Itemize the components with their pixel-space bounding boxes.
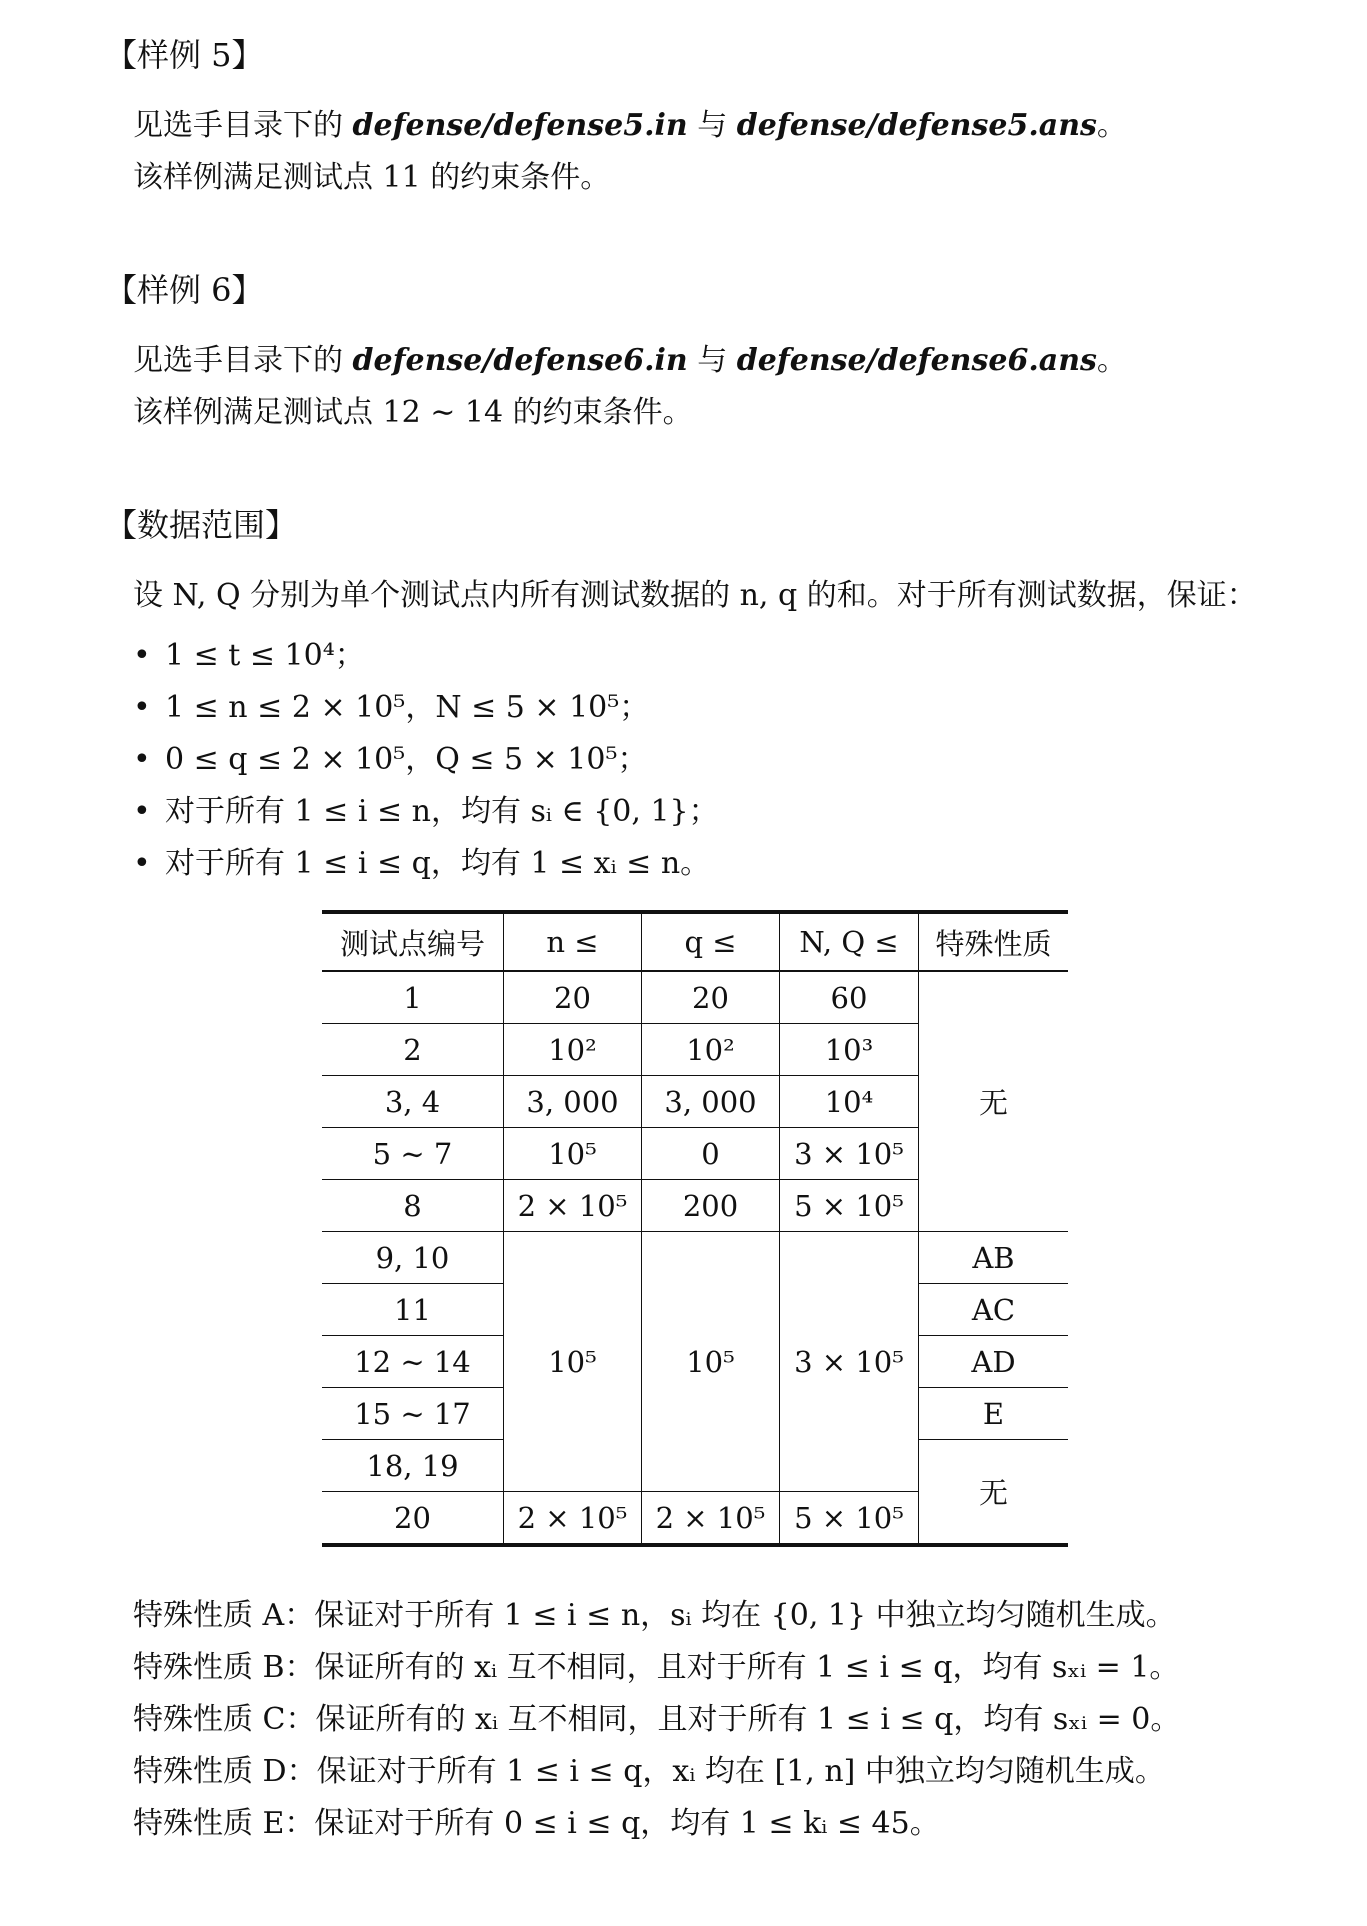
range-intro: 设 N, Q 分别为单个测试点内所有测试数据的 n, q 的和。对于所有测试数据，保证： [133, 578, 1257, 613]
table-cell: 10² [642, 1024, 780, 1076]
table-cell: 10³ [780, 1024, 919, 1076]
table-row [322, 1232, 1068, 1284]
table-cell: 10² [504, 1024, 642, 1076]
sample5-line1-end: 。 [1096, 108, 1127, 143]
table-cell: 2 × 10⁵ [504, 1492, 642, 1546]
sample5-line1-mid: 与 [687, 108, 737, 143]
sample6-line2: 该样例满足测试点 12 ∼ 14 的约束条件。 [133, 395, 693, 430]
sample6-line1-mid: 与 [687, 343, 737, 378]
constraints-table [322, 910, 1068, 1547]
range-bullet-text: 1 ≤ t ≤ 10⁴； [165, 638, 365, 673]
sample5-line1 [133, 100, 1127, 152]
table-cell-merged-property: 无 [919, 1440, 1069, 1546]
range-bullet-text: 1 ≤ n ≤ 2 × 10⁵，N ≤ 5 × 10⁵； [165, 690, 650, 725]
table-header: N, Q ≤ [780, 912, 919, 971]
property-e: 特殊性质 E：保证对于所有 0 ≤ i ≤ q，均有 1 ≤ kᵢ ≤ 45。 [133, 1806, 940, 1841]
table-cell: 8 [322, 1180, 504, 1232]
table-cell-merged-nq: 3 × 10⁵ [780, 1232, 919, 1492]
range-bullet: • 0 ≤ q ≤ 2 × 10⁵，Q ≤ 5 × 10⁵； [133, 742, 648, 777]
property-d: 特殊性质 D：保证对于所有 1 ≤ i ≤ q，xᵢ 均在 [1, n] 中独立均匀随机生成。 [133, 1754, 1165, 1789]
table-cell: 10⁴ [780, 1076, 919, 1128]
property-b: 特殊性质 B：保证所有的 xᵢ 互不相同，且对于所有 1 ≤ i ≤ q，均有 sₓᵢ = 1。 [133, 1650, 1180, 1685]
table-cell: 11 [322, 1284, 504, 1336]
range-bullet: • 1 ≤ t ≤ 10⁴； [133, 638, 365, 673]
table-cell: 2 [322, 1024, 504, 1076]
sample6-line1 [133, 335, 1127, 387]
table-cell: 1 [322, 971, 504, 1024]
table-header: n ≤ [504, 912, 642, 971]
table-cell-merged-n: 10⁵ [504, 1232, 642, 1492]
sample6-line1-end: 。 [1096, 343, 1127, 378]
sample5-heading: 【样例 5】 [105, 36, 264, 74]
table-cell: 15 ∼ 17 [322, 1388, 504, 1440]
table-row [322, 971, 1068, 1024]
range-heading: 【数据范围】 [105, 506, 298, 544]
table-cell: 5 × 10⁵ [780, 1492, 919, 1546]
table-cell: 3, 000 [504, 1076, 642, 1128]
table-cell: 20 [504, 971, 642, 1024]
table-cell: 3, 000 [642, 1076, 780, 1128]
table-cell-property: AC [919, 1284, 1069, 1336]
property-c: 特殊性质 C：保证所有的 xᵢ 互不相同，且对于所有 1 ≤ i ≤ q，均有 sₓᵢ = 0。 [133, 1702, 1181, 1737]
table-cell-merged-q: 10⁵ [642, 1232, 780, 1492]
sample5-line2: 该样例满足测试点 11 的约束条件。 [133, 160, 611, 195]
range-bullet: • 对于所有 1 ≤ i ≤ n，均有 sᵢ ∈ {0, 1}； [133, 794, 719, 829]
table-cell: 9, 10 [322, 1232, 504, 1284]
table-cell: 2 × 10⁵ [642, 1492, 780, 1546]
table-cell-property: AB [919, 1232, 1069, 1284]
table-cell: 20 [394, 1500, 431, 1535]
range-bullet: • 1 ≤ n ≤ 2 × 10⁵，N ≤ 5 × 10⁵； [133, 690, 650, 725]
sample6-file-ans: defense/defense6.ans [736, 343, 1097, 378]
table-cell: 3 × 10⁵ [780, 1128, 919, 1180]
table-cell: 5 ∼ 7 [322, 1128, 504, 1180]
range-bullet-text: 对于所有 1 ≤ i ≤ q，均有 1 ≤ xᵢ ≤ n。 [165, 846, 711, 881]
table-cell: 3, 4 [322, 1076, 504, 1128]
table-cell: 60 [780, 971, 919, 1024]
table-cell: 20 [642, 971, 780, 1024]
table-cell: 200 [642, 1180, 780, 1232]
table-header: 测试点编号 [322, 912, 504, 971]
table-header: q ≤ [642, 912, 780, 971]
sample5-file-ans: defense/defense5.ans [736, 108, 1097, 143]
table-cell: 18, 19 [322, 1440, 504, 1492]
table-cell: 2 × 10⁵ [504, 1180, 642, 1232]
sample6-line1-pre: 见选手目录下的 [133, 343, 353, 378]
table-cell: 12 ∼ 14 [322, 1336, 504, 1388]
table-cell: 10⁵ [504, 1128, 642, 1180]
sample5-file-in: defense/defense5.in [352, 108, 688, 143]
table-cell: 5 × 10⁵ [780, 1180, 919, 1232]
table-header-row [322, 912, 1068, 971]
table-cell-property: E [919, 1388, 1069, 1440]
table-cell-property: AD [919, 1336, 1069, 1388]
sample5-line1-pre: 见选手目录下的 [133, 108, 353, 143]
sample6-heading: 【样例 6】 [105, 271, 264, 309]
table-cell-merged-property: 无 [919, 971, 1069, 1232]
table-header: 特殊性质 [919, 912, 1069, 971]
range-bullet: • 对于所有 1 ≤ i ≤ q，均有 1 ≤ xᵢ ≤ n。 [133, 846, 711, 881]
range-bullet-text: 对于所有 1 ≤ i ≤ n，均有 sᵢ ∈ {0, 1}； [165, 794, 719, 829]
table-cell: 0 [642, 1128, 780, 1180]
range-bullet-text: 0 ≤ q ≤ 2 × 10⁵，Q ≤ 5 × 10⁵； [165, 742, 648, 777]
property-a: 特殊性质 A：保证对于所有 1 ≤ i ≤ n，sᵢ 均在 {0, 1} 中独立均匀随机生成。 [133, 1598, 1176, 1633]
sample6-file-in: defense/defense6.in [352, 343, 688, 378]
